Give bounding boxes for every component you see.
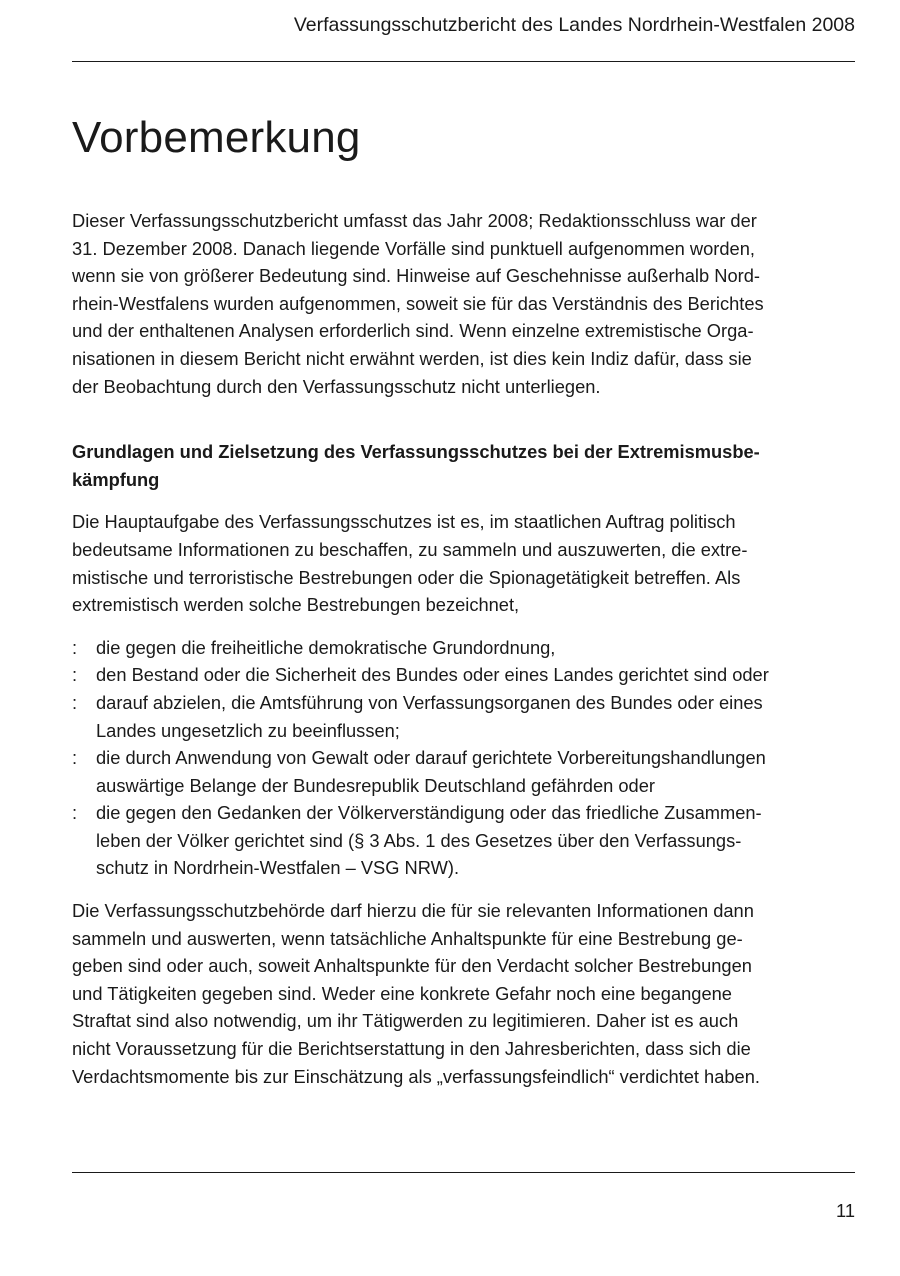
section-heading: [72, 438, 862, 493]
text-line: 31. Dezember 2008. Danach liegende Vorfälle sind punktuell aufgenommen worden,: [72, 237, 755, 259]
text-line: geben sind oder auch, soweit Anhaltspunkte für den Verdacht solcher Bestrebungen: [72, 955, 752, 977]
section-paragraph: [72, 508, 862, 618]
text-line: den Bestand oder die Sicherheit des Bundes oder eines Landes gerichtet sind oder: [96, 664, 769, 686]
page-content: [72, 207, 862, 1090]
text-line: Die Hauptaufgabe des Verfassungsschutzes ist es, im staatlichen Auftrag politisch: [72, 511, 736, 533]
text-line: auswärtige Belange der Bundesrepublik Deutschland gefährden oder: [96, 774, 655, 796]
list-marker: :: [72, 636, 78, 658]
header-rule: [72, 61, 855, 62]
text-line: der Beobachtung durch den Verfassungsschutz nicht unterliegen.: [72, 375, 601, 397]
text-line: die gegen die freiheitliche demokratische Grundordnung,: [96, 636, 556, 658]
page-title: Vorbemerkung: [72, 113, 361, 162]
text-line: mistische und terroristische Bestrebungen oder die Spionagetätigkeit betreffen. Als: [72, 566, 741, 588]
text-line: rhein-Westfalens wurden aufgenommen, soweit sie für das Verständnis des Berichtes: [72, 292, 764, 314]
text-line: nicht Voraussetzung für die Berichtserstattung in den Jahresberichten, dass sich die: [72, 1038, 751, 1060]
text-line: leben der Völker gerichtet sind (§ 3 Abs. 1 des Gesetzes über den Verfassungs-: [96, 829, 742, 851]
text-line: die gegen den Gedanken der Völkerverständigung oder das friedliche Zusammen-: [96, 802, 762, 824]
text-line: darauf abzielen, die Amtsführung von Verfassungsorganen des Bundes oder eines: [96, 691, 763, 713]
list-marker: :: [72, 747, 78, 769]
list-item: [72, 661, 862, 689]
text-line: schutz in Nordrhein-Westfalen – VSG NRW).: [96, 857, 460, 879]
text-line: Straftat sind also notwendig, um ihr Tätigwerden zu legitimieren. Daher ist es auch: [72, 1010, 739, 1032]
page-number: 11: [836, 1200, 855, 1221]
text-line: nisationen in diesem Bericht nicht erwähnt werden, ist dies kein Indiz dafür, dass sie: [72, 347, 752, 369]
list-marker: :: [72, 664, 78, 686]
text-line: wenn sie von größerer Bedeutung sind. Hinweise auf Geschehnisse außerhalb Nord-: [72, 265, 760, 287]
heading-line: kämpfung: [72, 468, 160, 490]
list-item: [72, 744, 862, 799]
text-line: Verdachtsmomente bis zur Einschätzung als „verfassungsfeindlich“ verdichtet haben.: [72, 1065, 760, 1087]
text-line: Landes ungesetzlich zu beeinflussen;: [96, 719, 400, 741]
text-line: und Tätigkeiten gegeben sind. Weder eine konkrete Gefahr noch eine begangene: [72, 982, 732, 1004]
text-line: extremistisch werden solche Bestrebungen bezeichnet,: [72, 594, 520, 616]
criteria-list: [72, 634, 862, 882]
footer-rule: [72, 1172, 855, 1173]
text-line: bedeutsame Informationen zu beschaffen, zu sammeln und auszuwerten, die extre-: [72, 538, 748, 560]
text-line: sammeln und auswerten, wenn tatsächliche Anhaltspunkte für eine Bestrebung ge-: [72, 927, 743, 949]
closing-paragraph: [72, 897, 862, 1090]
running-header: Verfassungsschutzbericht des Landes Nordrhein-Westfalen 2008: [293, 14, 855, 36]
list-item: [72, 689, 862, 744]
list-item: [72, 799, 862, 882]
text-line: und der enthaltenen Analysen erforderlich sind. Wenn einzelne extremistische Orga-: [72, 320, 754, 342]
text-line: die durch Anwendung von Gewalt oder darauf gerichtete Vorbereitungshandlungen: [96, 747, 766, 769]
heading-line: Grundlagen und Zielsetzung des Verfassungsschutzes bei der Extremismusbe-: [72, 441, 760, 463]
list-marker: :: [72, 802, 78, 824]
list-marker: :: [72, 691, 78, 713]
text-line: Dieser Verfassungsschutzbericht umfasst das Jahr 2008; Redaktionsschluss war der: [72, 210, 757, 231]
list-item: [72, 634, 862, 662]
text-line: Die Verfassungsschutzbehörde darf hierzu die für sie relevanten Informationen dann: [72, 900, 754, 922]
intro-paragraph: [72, 207, 862, 400]
